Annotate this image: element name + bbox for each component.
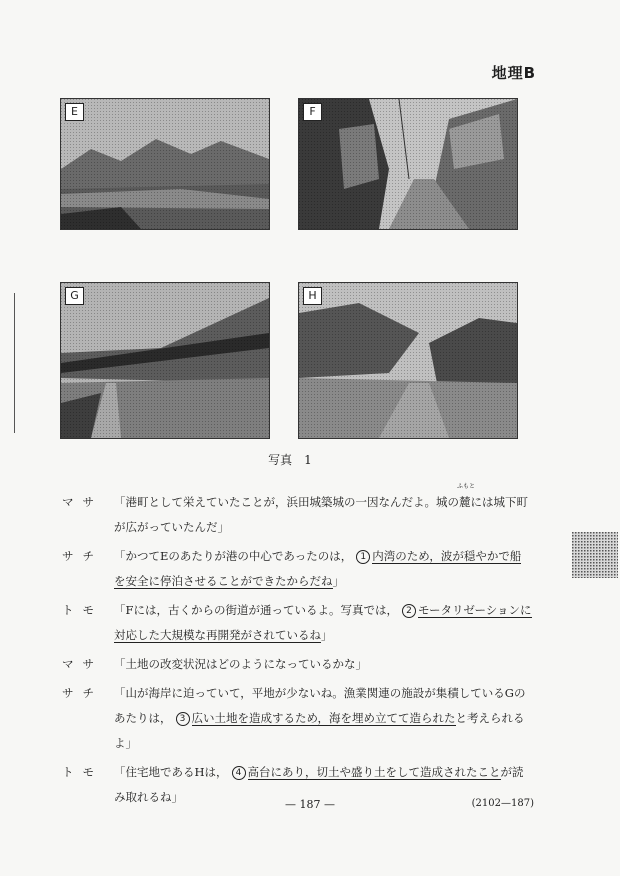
photo-f bbox=[298, 98, 518, 230]
reclaimed-land-scene-icon bbox=[61, 283, 269, 438]
underlined-statement: 広い土地を造成するため，海を埋め立てて造られた bbox=[191, 711, 456, 725]
speech: 「港町として栄えていたことが，浜田城築城の一因なんだよ。城の麓 ふもと には城下町が広がっていたんだ」 bbox=[114, 483, 528, 534]
speaker: サチ bbox=[62, 549, 103, 563]
underlined-statement: 高台にあり，切土や盛り土をして造成されたこと bbox=[247, 765, 501, 779]
photo-g bbox=[60, 282, 270, 439]
speech: 「かつてEのあたりが港の中心であったのは， 1 内湾のため，波が穏やかで船を安全に停泊させることができたからだね」 bbox=[114, 549, 522, 588]
choice-number: 3 bbox=[176, 712, 190, 726]
photo-label: F bbox=[303, 103, 322, 121]
underlined-statement: 内湾のため，波が穏やかで船を安全に停泊させることができたからだね bbox=[114, 549, 522, 588]
speaker: トモ bbox=[62, 603, 103, 617]
dialogue-turn bbox=[62, 681, 532, 756]
speech: 「土地の改変状況はどのようになっているかな」 bbox=[114, 657, 367, 671]
exam-code: (2102—187) bbox=[471, 798, 534, 809]
subject-heading: 地理B bbox=[491, 64, 536, 82]
speaker: サチ bbox=[62, 686, 103, 700]
harbor-scene-icon bbox=[61, 99, 269, 229]
speaker: トモ bbox=[62, 765, 103, 779]
page-number: — 187 — bbox=[285, 798, 335, 811]
photo-label: H bbox=[303, 287, 322, 305]
margin-line bbox=[14, 293, 15, 433]
speaker: マサ bbox=[62, 657, 103, 671]
section-tab-icon bbox=[572, 532, 618, 578]
residential-hillside-scene-icon bbox=[299, 283, 517, 438]
speaker: マサ bbox=[62, 495, 103, 509]
choice-number: 4 bbox=[232, 766, 246, 780]
choice-number: 1 bbox=[356, 550, 370, 564]
speech: 「Fには，古くからの街道が通っているよ。写真では， 2 モータリゼーションに対応した大規模な再開発がされているね」 bbox=[114, 603, 532, 642]
photo-caption: 写真 1 bbox=[268, 453, 312, 467]
ruby-word: 麓 ふもと bbox=[457, 483, 476, 509]
speech: 「山が海岸に迫っていて，平地が少ないね。漁業関連の施設が集積しているGのあたりは， 3 広い土地を造成するため，海を埋め立てて造られたと考えられるよ」 bbox=[114, 686, 526, 750]
photo-h bbox=[298, 282, 518, 439]
choice-number: 2 bbox=[402, 604, 416, 618]
underlined-statement: モータリゼーションに対応した大規模な再開発がされているね bbox=[114, 603, 532, 642]
photo-label: E bbox=[65, 103, 84, 121]
dialogue-turn bbox=[62, 544, 532, 594]
photo-e bbox=[60, 98, 270, 230]
dialogue-turn bbox=[62, 598, 532, 648]
speech: 「住宅地であるHは， 4 高台にあり，切土や盛り土をして造成されたことが読み取れるね」 bbox=[114, 765, 524, 804]
street-scene-icon bbox=[299, 99, 517, 229]
dialogue-turn bbox=[62, 483, 532, 540]
dialogue bbox=[62, 483, 532, 814]
dialogue-turn bbox=[62, 652, 532, 677]
photo-label: G bbox=[65, 287, 84, 305]
